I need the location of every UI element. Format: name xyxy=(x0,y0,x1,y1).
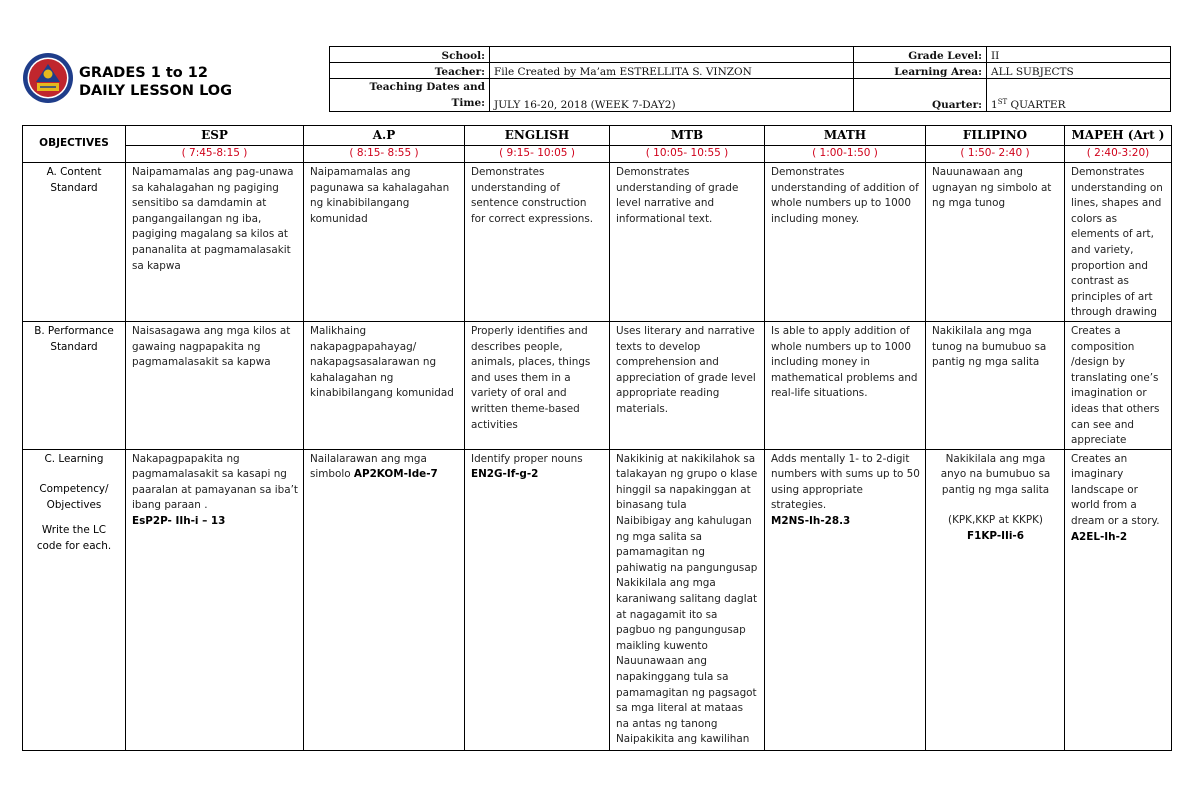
content-standard-row xyxy=(23,163,1172,322)
learning-competency-filipino xyxy=(926,449,1065,750)
teacher-label: Teacher: xyxy=(330,63,490,79)
learning-area-value: ALL SUBJECTS xyxy=(987,63,1171,79)
learning-competency-math xyxy=(765,449,926,750)
performance-standard-english: Properly identifies and describes people, animals, places, things and uses them in a variety of oral and written theme-based activities xyxy=(465,321,610,449)
subject-mtb: MTB xyxy=(610,126,765,146)
content-standard-label-line2: Standard xyxy=(50,181,98,194)
content-standard-english: Demonstrates understanding of sentence construction for correct expressions. xyxy=(465,163,610,322)
performance-standard-label-line1: B. Performance xyxy=(34,324,114,337)
quarter-sup: ST xyxy=(997,98,1008,106)
quarter-num: 1 xyxy=(991,99,998,111)
lc-filipino-note: (KPK,KKP at KKPK) xyxy=(948,514,1043,527)
content-standard-label-line1: A. Content xyxy=(46,166,102,178)
time-filipino: ( 1:50- 2:40 ) xyxy=(926,146,1065,163)
content-standard-mapeh: Demonstrates understanding on lines, shapes and colors as elements of art, and variety, proportion and contrast as principles of art through drawing xyxy=(1065,163,1172,322)
log-title xyxy=(79,64,232,100)
lc-mtb-p2: Naibibigay ang kahulugan ng mga salita sa pamamagitan ng pahiwatig na pangungusap xyxy=(616,515,758,574)
dates-label xyxy=(330,79,490,112)
label-spacer xyxy=(25,467,123,482)
lc-english-text: Identify proper nouns xyxy=(471,452,583,465)
lc-esp-text: Nakapagpapakita ng pagmamalasakit sa kasapi ng paaralan at pamayanan sa iba’t ibang paraan . xyxy=(132,452,298,512)
lc-mtb-p3: Nakikilala ang mga karaniwang salitang daglat at nagagamit ito sa pagbuo ng pangungusap maikling kuwento xyxy=(616,577,758,652)
lc-ap-code: AP2KOM-Ide-7 xyxy=(353,468,438,481)
lc-english-code: EN2G-If-g-2 xyxy=(471,468,539,481)
lc-esp-code: EsP2P- IIh-i – 13 xyxy=(132,515,226,528)
objectives-header: OBJECTIVES xyxy=(23,126,126,163)
performance-standard-mapeh: Creates a composition /design by translating one’s imagination or ideas that others can see and appreciate xyxy=(1065,321,1172,449)
performance-standard-label-line2: Standard xyxy=(50,340,98,353)
content-standard-ap: Naipamamalas ang pagunawa sa kahalagahan ng kinabibilangang komunidad xyxy=(304,163,465,322)
subject-esp: ESP xyxy=(126,126,304,146)
content-standard-esp: Naipamamalas ang pag-unawa sa kahalagahan ng pagiging sensitibo sa damdamin at pangangailangan ng iba, pagiging magalang sa kilos at pananalita at pagmamalasakit sa kapwa xyxy=(126,163,304,322)
school-label: School: xyxy=(330,47,490,63)
label-spacer-2 xyxy=(25,513,123,523)
content-standard-math: Demonstrates understanding of addition of whole numbers up to 1000 including money. xyxy=(765,163,926,322)
learning-competency-label-line1: C. Learning xyxy=(44,452,104,465)
subject-filipino: FILIPINO xyxy=(926,126,1065,146)
content-standard-filipino: Nauunawaan ang ugnayan ng simbolo at ng mga tunog xyxy=(926,163,1065,322)
performance-standard-esp: Naisasagawa ang mga kilos at gawaing nagpapakita ng pagmamalasakit sa kapwa xyxy=(126,321,304,449)
learning-competency-english xyxy=(465,449,610,750)
content-standard-label xyxy=(23,163,126,322)
learning-competency-ap xyxy=(304,449,465,750)
learning-competency-label-line3: Objectives xyxy=(46,498,102,511)
lc-mtb-p1: Nakikinig at nakikilahok sa talakayan ng grupo o klase hinggil sa napakinggan at binasang tula xyxy=(616,452,758,512)
learning-competency-label-line2: Competency/ xyxy=(39,483,109,496)
lc-mtb-p5: Naipakikita ang kawilihan xyxy=(616,733,750,746)
subject-ap: A.P xyxy=(304,126,465,146)
performance-standard-math: Is able to apply addition of whole numbers up to 1000 including money in mathematical problems and real-life situations. xyxy=(765,321,926,449)
learning-competency-esp xyxy=(126,449,304,750)
learning-competency-mapeh xyxy=(1065,449,1172,750)
title-grades: GRADES 1 to 12 xyxy=(79,65,208,81)
time-esp: ( 7:45-8:15 ) xyxy=(126,146,304,163)
performance-standard-mtb: Uses literary and narrative texts to develop comprehension and appreciation of grade level appropriate reading materials. xyxy=(610,321,765,449)
quarter-rest: QUARTER xyxy=(1007,99,1066,111)
dates-label-line1: Teaching Dates and xyxy=(369,81,485,93)
performance-standard-row xyxy=(23,321,1172,449)
title-daily-lesson-log: DAILY LESSON LOG xyxy=(79,83,233,99)
dates-value: JULY 16-20, 2018 (WEEK 7-DAY2) xyxy=(490,79,854,112)
deped-seal-icon xyxy=(22,52,74,104)
grade-level-value: II xyxy=(987,47,1171,63)
lc-math-code: M2NS-Ih-28.3 xyxy=(771,515,851,528)
quarter-value xyxy=(987,79,1171,112)
performance-standard-filipino: Nakikilala ang mga tunog na bumubuo sa pantig ng mga salita xyxy=(926,321,1065,449)
subject-math: MATH xyxy=(765,126,926,146)
filipino-spacer xyxy=(932,498,1059,513)
time-mtb: ( 10:05- 10:55 ) xyxy=(610,146,765,163)
subject-header-row xyxy=(23,126,1172,146)
performance-standard-label xyxy=(23,321,126,449)
lc-filipino-code: F1KP-IIi-6 xyxy=(967,530,1024,543)
performance-standard-ap: Malikhaing nakapagpapahayag/ nakapagsasalarawan ng kahalagahan ng kinabibilangang komunidad xyxy=(304,321,465,449)
objectives-grid xyxy=(22,125,1172,751)
lc-ap-text: Nailalarawan ang mga simbolo xyxy=(310,452,427,481)
time-row xyxy=(23,146,1172,163)
teacher-value: File Created by Ma’am ESTRELLITA S. VINZON xyxy=(490,63,854,79)
school-value xyxy=(490,47,854,63)
subject-english: ENGLISH xyxy=(465,126,610,146)
time-ap: ( 8:15- 8:55 ) xyxy=(304,146,465,163)
learning-competency-label xyxy=(23,449,126,750)
learning-competency-mtb xyxy=(610,449,765,750)
subject-mapeh: MAPEH (Art ) xyxy=(1065,126,1172,146)
learning-competency-label-line5: code for each. xyxy=(36,540,112,553)
lc-mapeh-text: Creates an imaginary landscape or world from a dream or a story. xyxy=(1071,452,1160,528)
lc-mtb-p4: Nauunawaan ang napakinggang tula sa pamamagitan ng pagsagot sa mga literal at mataas na antas ng tanong xyxy=(616,655,757,730)
learning-area-label: Learning Area: xyxy=(854,63,987,79)
time-math: ( 1:00-1:50 ) xyxy=(765,146,926,163)
dates-label-line2: Time: xyxy=(451,97,485,109)
header-info-table xyxy=(329,46,1171,112)
quarter-label: Quarter: xyxy=(854,79,987,112)
content-standard-mtb: Demonstrates understanding of grade level narrative and informational text. xyxy=(610,163,765,322)
learning-competency-label-line4: Write the LC xyxy=(41,524,107,537)
lc-math-text: Adds mentally 1- to 2-digit numbers with sums up to 50 using appropriate strategies. xyxy=(771,452,920,512)
time-english: ( 9:15- 10:05 ) xyxy=(465,146,610,163)
time-mapeh: ( 2:40-3:20) xyxy=(1065,146,1172,163)
lc-filipino-text: Nakikilala ang mga anyo na bumubuo sa pantig ng mga salita xyxy=(940,452,1051,496)
lc-mapeh-code: A2EL-Ih-2 xyxy=(1071,530,1128,543)
learning-competency-row xyxy=(23,449,1172,750)
grade-level-label: Grade Level: xyxy=(854,47,987,63)
